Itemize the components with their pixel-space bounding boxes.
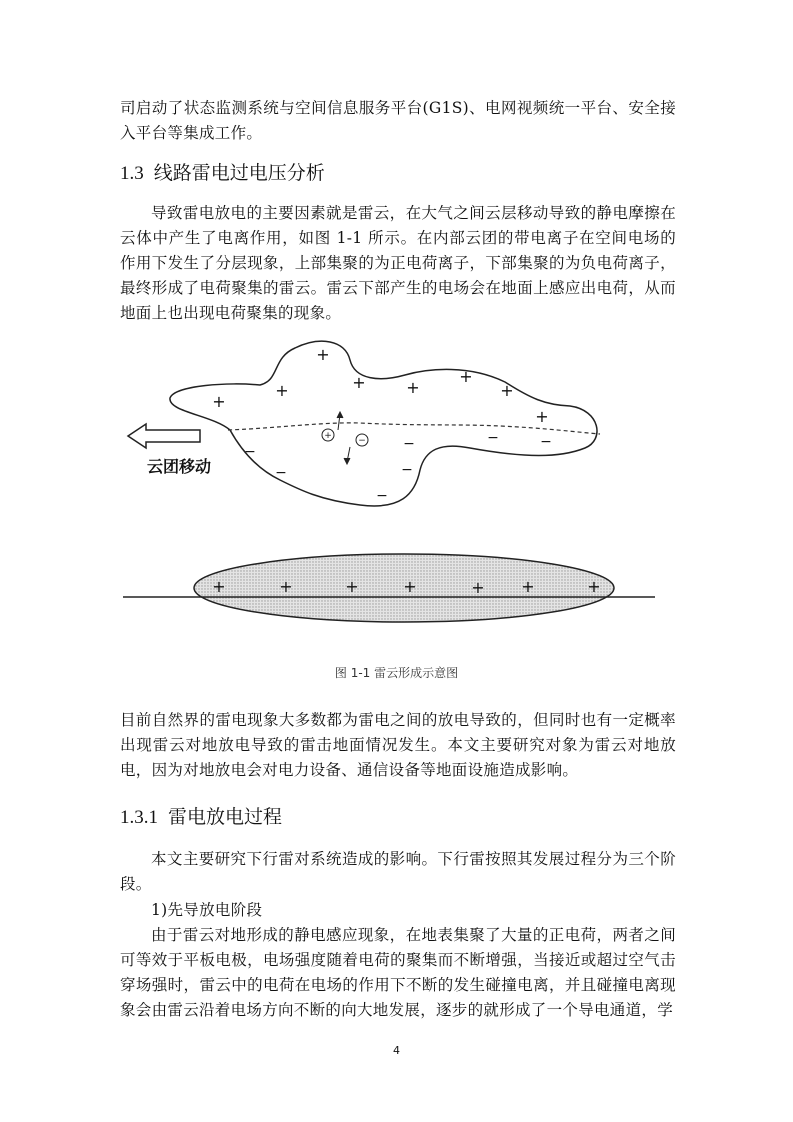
section-title: 线路雷电过电压分析: [153, 162, 325, 184]
section-1-3-1-paragraph: 本文主要研究下行雷对系统造成的影响。下行雷按照其发展过程分为三个阶段。: [120, 850, 676, 893]
negative-charge: −: [244, 444, 256, 460]
page-number: 4: [393, 1044, 400, 1057]
left-arrow-icon: [128, 424, 200, 448]
section-1-3-paragraph: 导致雷电放电的主要因素就是雷云，在大气之间云层移动导致的静电摩擦在云体中产生了电离作用，如图 1-1 所示。在内部云团的带电离子在空间电场的作用下发生了分层现象，上部集聚的为正电荷离子，下部集聚的为负电荷离子，最终形成了电荷聚集的雷云。雷云下部产生的电场会在地面上感应出电荷，从而地面上也出现电荷聚集的现象。: [120, 204, 676, 322]
lower-negative-charges: [244, 430, 552, 504]
upper-positive-charges: [212, 345, 548, 426]
thundercloud-figure: [0, 330, 793, 660]
positive-ion-sign: +: [324, 431, 332, 441]
positive-charge: +: [406, 378, 420, 397]
section-heading-1-3: [120, 158, 325, 185]
figure-caption: 图 1-1 雷云形成示意图: [334, 666, 459, 680]
negative-charge: −: [275, 465, 287, 481]
positive-charge: +: [535, 407, 549, 426]
negative-charge: −: [487, 430, 499, 446]
ground-positive-charge: +: [521, 577, 535, 596]
stage-1-label: 1)先导放电阶段: [151, 901, 263, 919]
negative-charge: −: [540, 434, 552, 450]
stage-1-paragraph: 由于雷云对地形成的静电感应现象，在地表集聚了大量的正电荷，两者之间可等效于平板电极，电场强度随着电荷的聚集而不断增强，当接近或超过空气击穿场强时，雷云中的电荷在电场的作用下不断的发生碰撞电离，并且碰撞电离现象会由雷云沿着电场方向不断的向大地发展，逐步的就形成了一个导电通道，学: [120, 926, 676, 1019]
ground-positive-charge: +: [403, 577, 417, 596]
section-title: 雷电放电过程: [168, 806, 283, 828]
section-number: 1.3.1: [120, 807, 158, 828]
negative-charge: −: [376, 488, 388, 504]
section-number: 1.3: [120, 163, 144, 184]
ground-positive-charge: +: [212, 577, 226, 596]
ground-positive-charge: +: [471, 578, 485, 597]
positive-charge: +: [500, 381, 514, 400]
ground-positive-charge: +: [587, 577, 601, 596]
negative-charge: −: [401, 462, 413, 478]
positive-charge: +: [212, 392, 226, 411]
negative-charge: −: [403, 436, 415, 452]
section-heading-1-3-1: [120, 802, 282, 829]
intro-paragraph: 司启动了状态监测系统与空间信息服务平台(G1S)、电网视频统一平台、安全接入平台等集成工作。: [120, 99, 676, 142]
ground-positive-charge: +: [279, 577, 293, 596]
negative-ion-sign: −: [358, 436, 366, 446]
positive-charge: +: [316, 345, 330, 364]
positive-charge: +: [459, 367, 473, 386]
ground-positive-charge: +: [345, 577, 359, 596]
cloud-motion-label: 云团移动: [147, 457, 212, 476]
positive-charge: +: [352, 373, 366, 392]
after-figure-paragraph: 目前自然界的雷电现象大多数都为雷电之间的放电导致的，但同时也有一定概率出现雷云对地放电导致的雷击地面情况发生。本文主要研究对象为雷云对地放电，因为对地放电会对电力设备、通信设备等地面设施造成影响。: [120, 711, 676, 779]
positive-charge: +: [275, 381, 289, 400]
